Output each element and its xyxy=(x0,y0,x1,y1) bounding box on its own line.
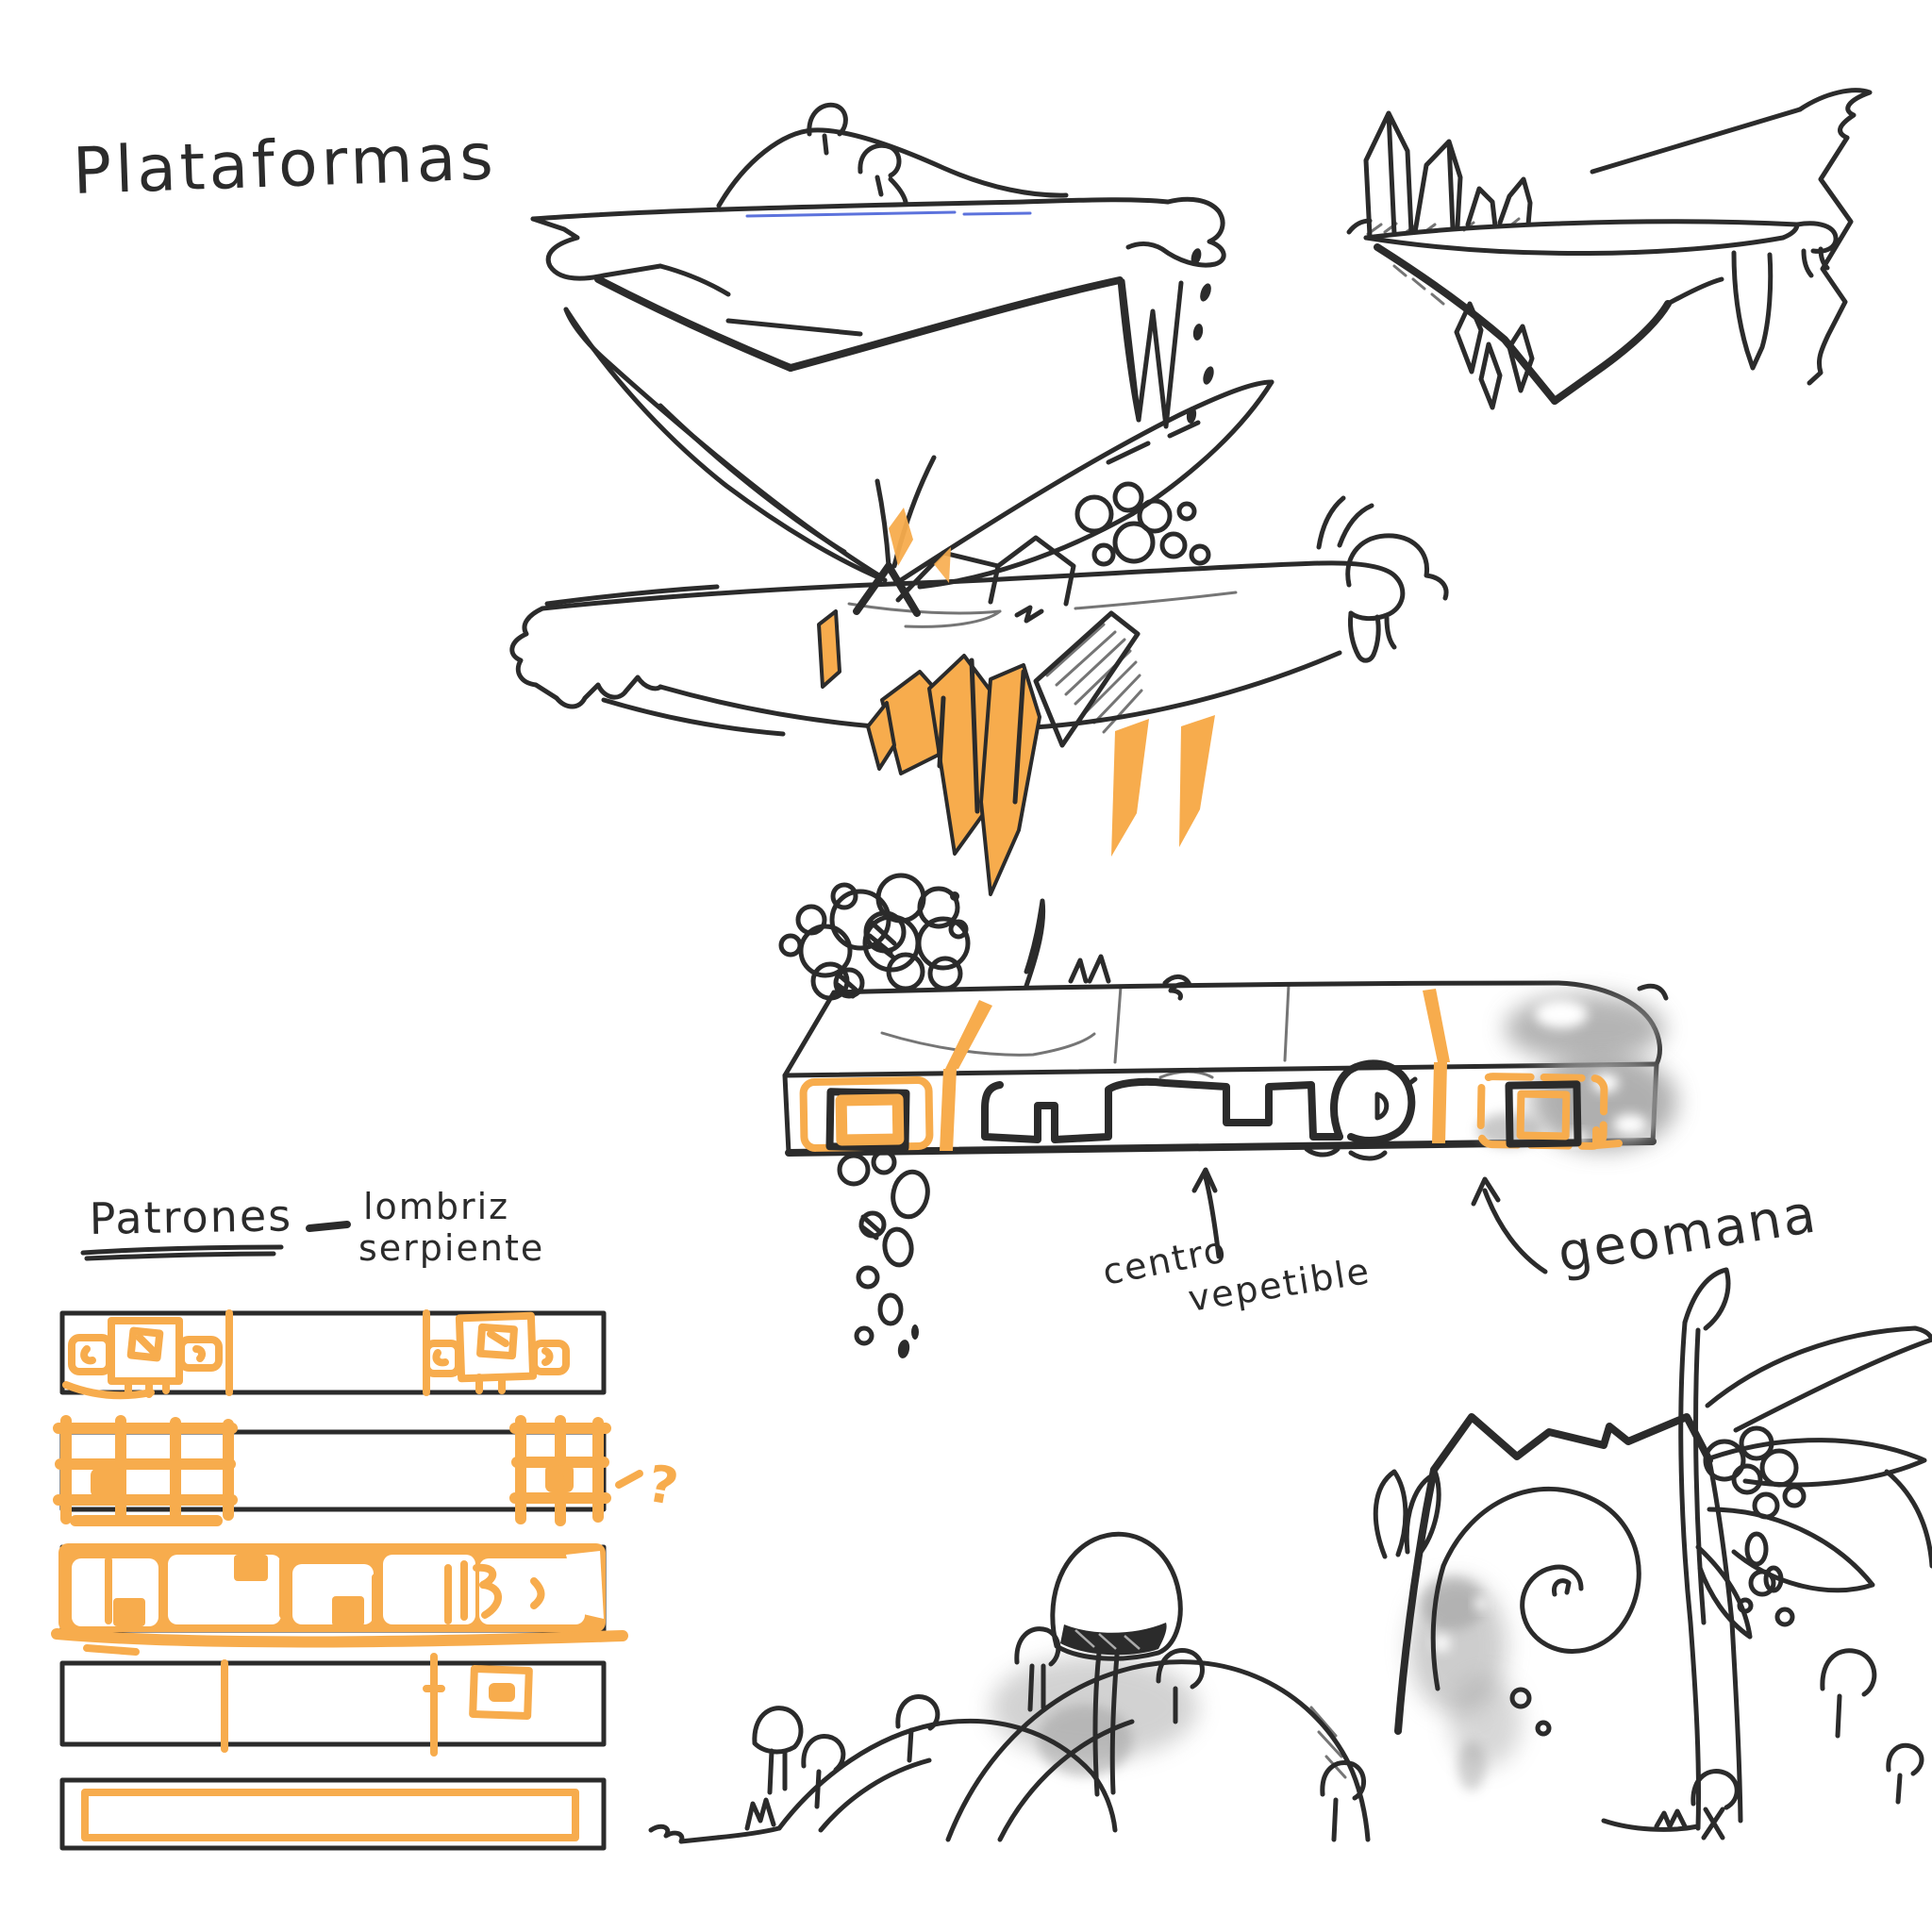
berry-plant xyxy=(1681,1270,1932,1828)
right-mushrooms xyxy=(1323,1651,1922,1840)
leaf-sprout xyxy=(566,309,1272,613)
pattern-bar-4 xyxy=(62,1657,604,1753)
patterns-separator xyxy=(309,1224,347,1228)
hatched-wedge xyxy=(1036,613,1141,745)
bar2-left-checker xyxy=(58,1421,232,1521)
bar4-divider-2 xyxy=(426,1657,441,1753)
bar2-left-center-fill xyxy=(91,1468,125,1498)
pattern-bar-5 xyxy=(62,1780,604,1848)
bar4-glyph xyxy=(473,1669,529,1716)
left-glyph-frame xyxy=(803,1080,929,1148)
under-shards xyxy=(1394,266,1532,408)
blue-guide-line xyxy=(747,212,1030,216)
patterns-heading: Patrones xyxy=(89,1190,293,1244)
bar3-bottom-smear xyxy=(57,1634,623,1642)
pattern-bar-2 xyxy=(58,1421,683,1521)
mushrooms-on-mound xyxy=(809,105,906,202)
annotation-centro xyxy=(1099,1170,1374,1320)
dotted-debris xyxy=(1186,247,1216,425)
centro-label-line1: centro xyxy=(1099,1228,1231,1293)
page-title: Plataformas xyxy=(71,120,498,209)
icicles xyxy=(1120,280,1181,426)
patterns-note-line1: lombriz xyxy=(363,1186,510,1227)
annotation-geomana xyxy=(1474,1179,1822,1285)
bar5-inner-frame xyxy=(85,1792,575,1838)
centro-label-line2: vepetible xyxy=(1185,1249,1374,1320)
sketch-top-right-platform xyxy=(1349,91,1870,408)
patterns-underline xyxy=(83,1247,281,1258)
bar2-question-dash xyxy=(619,1474,640,1485)
bar1-right-glyph xyxy=(426,1316,566,1391)
bar2-question-mark: ? xyxy=(642,1453,683,1518)
sketch-middle-platform xyxy=(512,309,1446,894)
crystal-cluster xyxy=(1349,113,1530,236)
bubble-cloud xyxy=(781,875,1190,998)
bar1-left-glyph xyxy=(66,1321,219,1395)
sketch-mushroom-scene xyxy=(651,1270,1932,1841)
rocks-and-berries xyxy=(898,484,1446,604)
patterns-note-line2: serpiente xyxy=(358,1227,545,1269)
left-mushroom-pair xyxy=(755,1708,843,1807)
sketch-top-left-platform xyxy=(533,105,1224,426)
patterns-section xyxy=(57,1186,683,1848)
bubble-trail xyxy=(840,1152,932,1359)
geomana-arrow xyxy=(1485,1191,1545,1272)
pattern-bar-1 xyxy=(62,1313,604,1395)
geomana-label: geomana xyxy=(1554,1183,1822,1285)
pattern-bar-3 xyxy=(57,1543,623,1652)
orange-divider-stripe xyxy=(940,1069,957,1151)
